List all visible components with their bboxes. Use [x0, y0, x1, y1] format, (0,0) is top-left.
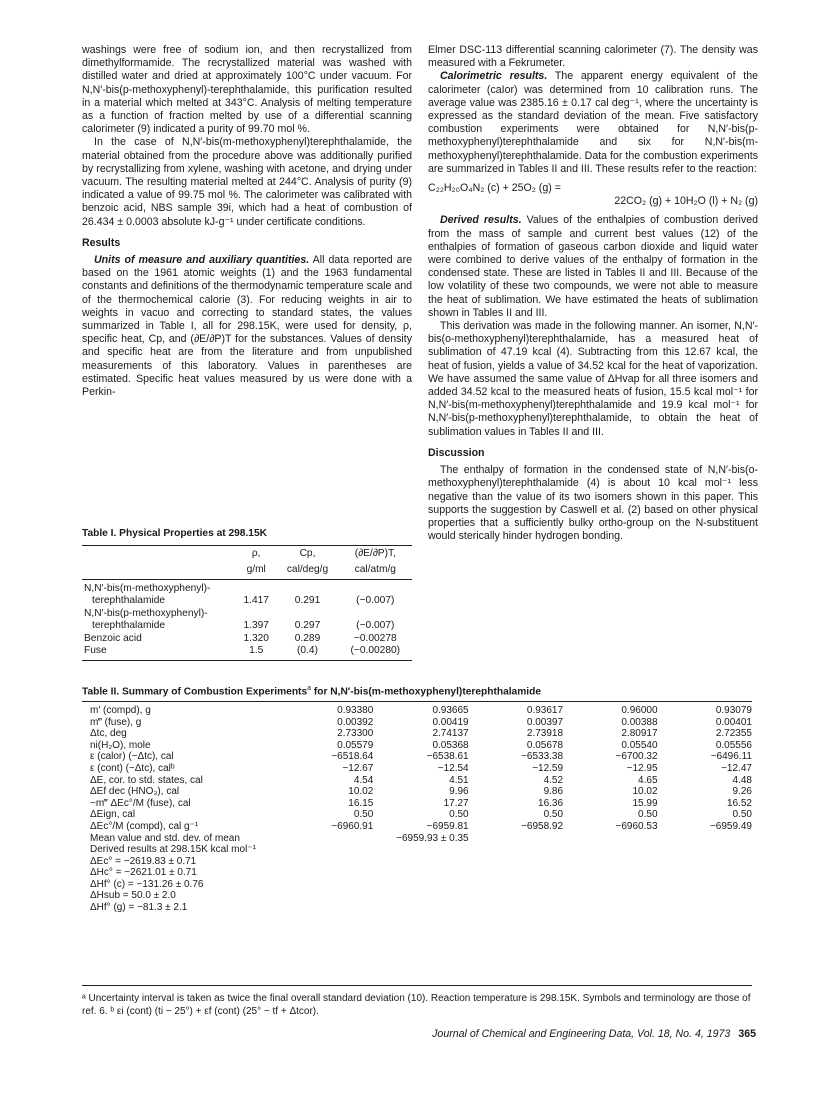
table-2-body [82, 705, 752, 914]
t2-cell: 0.05540 [621, 739, 658, 751]
t2-mean-value: −6959.93 ± 0.35 [396, 832, 469, 844]
t2-cell: 16.15 [348, 797, 374, 809]
t2-cell: −6496.11 [710, 751, 752, 763]
t2-cell: 0.05678 [526, 739, 564, 751]
reaction-equation-left: C₂₂H₂₀O₄N₂ (c) + 25O₂ (g) = [428, 182, 561, 195]
t2-cell: 9.86 [543, 786, 564, 798]
t2-cell: 2.80917 [621, 728, 658, 740]
table-row [82, 717, 752, 729]
t2-cell: 9.96 [449, 786, 469, 798]
t2-cell: 4.65 [638, 774, 658, 786]
t2-cell: 0.93380 [337, 704, 374, 716]
t2-cell: 4.52 [543, 774, 564, 786]
footnote-b: ᵇ εi (cont) (ti − 25°) + εf (cont) (25° − tf + Δtcor). [110, 1006, 319, 1017]
t2-row-label: ε (calor) (−Δtc), cal [90, 751, 174, 763]
t2-cell: 0.50 [449, 809, 469, 821]
table-2-caption [82, 683, 752, 702]
table-row [82, 645, 412, 660]
t1-row-3-rho: 1.320 [243, 632, 269, 644]
table-2 [82, 683, 752, 914]
t1-row-3-name: Benzoic acid [84, 632, 142, 644]
t2-cell: 2.74137 [432, 728, 469, 740]
table-row [82, 728, 752, 740]
table-1 [82, 528, 412, 661]
t2-cell: 16.52 [726, 797, 752, 809]
t1-row-2-rho: 1.397 [243, 620, 269, 631]
t1-row-3-cp: 0.289 [294, 632, 321, 644]
footnote-a: ᵃ Uncertainty interval is taken as twice the final overall standard deviation (10). Reaction temperature is 298.15K. Symbols and terminology are those of ref. 6. [82, 993, 751, 1017]
right-column [428, 44, 758, 543]
left-paragraph-3 [82, 254, 412, 399]
t2-cell: −6700.32 [615, 751, 658, 763]
table-row [82, 579, 412, 595]
t2-cell: −6960.91 [331, 820, 374, 832]
t1-row-3-dedp: −0.00278 [353, 632, 397, 644]
table-row [82, 751, 752, 763]
table-row [82, 740, 752, 752]
t1-row-4-dedp: (−0.00280) [339, 645, 412, 660]
t2-cell: 0.93665 [432, 704, 469, 716]
t2-cell: −6538.61 [426, 751, 469, 763]
t2-cell: 0.96000 [621, 704, 658, 716]
t2-cell: −6958.92 [521, 820, 564, 832]
t2-mean-label: Mean value and std. dev. of mean [90, 832, 240, 844]
table-footnote [82, 985, 752, 1018]
table-row [82, 833, 752, 845]
journal-citation: Journal of Chemical and Engineering Data, Vol. 18, No. 4, 1973 [432, 1028, 731, 1040]
table-row [82, 620, 412, 633]
t1-row-4-name: Fuse [82, 645, 236, 660]
t2-cell: 4.51 [449, 774, 469, 786]
left-column [82, 44, 412, 399]
t2-cell: −6518.64 [331, 751, 374, 763]
table-row [82, 798, 752, 810]
table-1-caption: Table I. Physical Properties at 298.15K [82, 528, 267, 539]
t2-derived-item: ΔHsub = 50.0 ± 2.0 [90, 890, 176, 902]
t2-cell: −12.54 [437, 762, 469, 774]
table-row [82, 809, 752, 821]
t1-head-dedp-2: cal/atm/g [339, 562, 412, 579]
t1-head-rho-1: ρ, [251, 547, 261, 559]
t2-row-label: −m‴ ΔEc°/M (fuse), cal [90, 797, 191, 809]
table-row [82, 879, 752, 891]
t2-row-label: ΔEign, cal [90, 809, 136, 821]
t2-derived-label: Derived results at 298.15K kcal mol⁻¹ [90, 844, 256, 856]
t2-caption-prefix: Table II. Summary of Combustion Experiments [82, 686, 308, 698]
t2-cell: −6959.81 [426, 820, 469, 832]
t2-cell: 15.99 [632, 797, 658, 809]
t2-empty [469, 833, 563, 845]
table-row [82, 821, 752, 833]
t2-cell: 10.02 [632, 786, 658, 798]
t2-row-label: ε (cont) (−Δtc), calᵇ [90, 762, 175, 774]
t1-head-cp-2: cal/deg/g [276, 562, 338, 579]
t2-cell: −6959.49 [709, 820, 752, 832]
t2-derived-item: ΔEc° = −2619.83 ± 0.71 [90, 855, 197, 867]
table-row [82, 775, 752, 787]
t1-row-1-cp: 0.291 [294, 595, 321, 606]
table-row [82, 902, 752, 914]
table-row [82, 608, 412, 621]
t1-head-cp-1: Cp, [299, 547, 316, 559]
t2-cell: 2.73300 [337, 728, 374, 740]
t2-empty [563, 833, 657, 845]
right-paragraph-1: Elmer DSC-113 differential scanning calorimeter (7). The density was measured with a Fekrumeter. [428, 44, 758, 70]
results-heading: Results [82, 236, 121, 249]
t2-cell: 0.50 [543, 809, 564, 821]
table-row [82, 595, 412, 608]
t2-cell: 0.93617 [526, 704, 564, 716]
left-paragraph-1: washings were free of sodium ion, and then recrystallized from dimethylformamide. The recrystallized material was washed with distilled water and dried at approximately 100°C under vacuum. For N,N′-bis(p-methoxyphenyl)-terephthalamide, this purification resulted in a material which melted at 343°C. Analysis of melting temperature as a function of fraction melted by use of a differential scanning calorimeter (9) indicated a purity of 99.70 mol %. [82, 44, 412, 136]
t2-cell: 9.26 [732, 786, 752, 798]
t2-cell: 4.54 [353, 774, 374, 786]
right-paragraph-3 [428, 214, 758, 320]
t2-cell: 16.36 [538, 797, 564, 809]
runin-units: Units of measure and auxiliary quantities. [94, 254, 310, 267]
t2-cell: −6960.53 [615, 820, 658, 832]
t2-cell: 10.02 [348, 786, 374, 798]
t2-derived-item: ΔHf° (g) = −81.3 ± 2.1 [90, 902, 188, 914]
t2-cell: 0.05368 [432, 739, 469, 751]
t1-row-2-name: N,N′-bis(p-methoxyphenyl)- [84, 607, 208, 619]
page-number: 365 [738, 1028, 756, 1040]
journal-footer [432, 1028, 756, 1040]
table-row [82, 844, 752, 856]
t1-row-1-name: N,N′-bis(m-methoxyphenyl)- [84, 582, 211, 594]
t2-cell: 0.50 [732, 809, 752, 821]
t1-row-1-rho: 1.417 [243, 595, 269, 606]
right-paragraph-4: This derivation was made in the following manner. An isomer, N,N′-bis(o-methoxyphenyl)terephthalamide, has a measured heat of sublimation of 47.19 kcal (4). Subtracting from this 12.67 kcal, the heat of fusion, yields a value of 34.52 kcal for the heat of vaporization. We have assumed the same value of ΔHvap for all three isomers and added 34.52 kcal to the measured heats of fusion, 15.5 kcal mol⁻¹ for N,N′-bis(m-methoxyphenyl)terephthalamide and 19.9 kcal mol⁻¹ for N,N′-bis(p-methoxyphenyl)terephthalamide, to obtain the heat of sublimation values in Tables II and III. [428, 320, 758, 438]
t2-cell: 2.72355 [715, 728, 752, 740]
right-paragraph-5: The enthalpy of formation in the condensed state of N,N′-bis(o-methoxyphenyl)terephthalamide (4) is about 10 kcal mol⁻¹ less negative than the value of its two isomers shown in this paper. This supports the suggestion by Caswell et al. (2) based on other physical properties that a sufficiently bulky ortho-group on the N-substituent would sterically hinder hydrogen bonding. [428, 464, 758, 543]
t1-row-2-cp: 0.297 [294, 620, 321, 631]
t2-derived-item: ΔHc° = −2621.01 ± 0.71 [90, 867, 197, 879]
t2-cell: 0.00392 [337, 716, 374, 728]
t1-row-1-name-2: terephthalamide [92, 595, 166, 606]
table-row [82, 633, 412, 646]
table-row [82, 705, 752, 717]
t2-cell: 0.00397 [526, 716, 564, 728]
reaction-equation-right: 22CO₂ (g) + 10H₂O (l) + N₂ (g) [614, 195, 758, 208]
t2-empty [279, 833, 373, 845]
t2-row-label: m‴ (fuse), g [90, 716, 142, 728]
t2-row-label: Δtc, deg [90, 728, 127, 740]
left-paragraph-3-text: All data reported are based on the 1961 atomic weights (1) and the 1963 fundamental constants and definitions of the thermodynamic temperature scale and of the thermochemical calorie (3). For reducing weights in air to weights in vacuo and correcting to standard states, the values summarized in Table I, all for 298.15K, were used for density, ρ, specific heat, Cp, and (∂E/∂P)T for the substances. Values of density and specific heat are from the literature and from unpublished measurements of this laboratory. Values in parentheses are estimated. Specific heat values measured by us were done with a Perkin- [82, 254, 412, 399]
t1-head-dedp-1: (∂E/∂P)T, [354, 547, 396, 559]
runin-calorimetric: Calorimetric results. [440, 70, 548, 83]
t2-caption-suffix: for N,N′-bis(m-methoxyphenyl)terephthalamide [311, 686, 542, 698]
t2-caption-sup: a [307, 685, 312, 692]
t2-row-label: ni(H₂O), mole [90, 739, 151, 751]
left-paragraph-2: In the case of N,N′-bis(m-methoxyphenyl)terephthalamide, the material obtained from the procedure above was additionally purified by recrystallizing from xylene, washing with acetone, and drying under vacuum. The resulting material melted at 244°C. Analysis of purity (9) indicated a value of 99.75 mol %. The calorimeter was calibrated with benzoic acid, NBS sample 39i, which had a heat of combustion of 26.434 ± 0.0003 absolute kJ-g⁻¹ under certificate conditions. [82, 136, 412, 228]
t1-head-rho-2: g/ml [236, 562, 276, 579]
table-row [82, 763, 752, 775]
t1-row-4-cp: (0.4) [276, 645, 338, 660]
t1-row-1-dedp: (−0.007) [356, 595, 395, 606]
t2-cell: −6533.38 [521, 751, 564, 763]
t2-cell: 2.73918 [526, 728, 564, 740]
discussion-heading: Discussion [428, 446, 485, 459]
t2-cell: 0.00388 [621, 716, 658, 728]
right-paragraph-3-text: Values of the enthalpies of combustion derived from the mass of sample and current best values (12) of the enthalpies of formation of gaseous carbon dioxide and liquid water were combined to derive values of the enthalpy of formation in the condensed state. These are listed in Tables II and III. Because of the low volatility of these two compounds, we were not able to measure the heat of sublimation. We have estimated the heats of sublimation shown in Tables II and III. [428, 214, 758, 319]
t2-cell: 0.05556 [715, 739, 752, 751]
right-paragraph-2-text: The apparent energy equivalent of the calorimeter (caIor) was determined from 10 calibration runs. The average value was 2385.16 ± 0.17 cal deg⁻¹, where the uncertainty is expressed as the standard deviation of the mean. Five satisfactory combustion experiments were obtained for N,N′-bis(p-methoxyphenyl)terephthalamide and six for N,N′-bis(m-methoxyphenyl)terephthalamide. Data for the combustion experiments are summarized in Tables II and III. These results refer to the reaction: [428, 70, 759, 175]
runin-derived: Derived results. [440, 214, 522, 227]
t2-cell: 0.50 [353, 809, 374, 821]
t2-empty [658, 833, 752, 845]
t2-row-label: ΔE, cor. to std. states, cal [90, 774, 203, 786]
t2-cell: −12.95 [626, 762, 658, 774]
right-paragraph-2 [428, 70, 758, 176]
t2-cell: 17.27 [443, 797, 469, 809]
t2-row-label: ΔEc°/M (compd), cal g⁻¹ [90, 820, 199, 832]
t2-cell: 0.50 [638, 809, 658, 821]
t2-derived-item: ΔHf° (c) = −131.26 ± 0.76 [90, 878, 204, 890]
t2-cell: −12.67 [342, 762, 374, 774]
table-row [82, 867, 752, 879]
table-row [82, 890, 752, 902]
t2-cell: 0.05579 [337, 739, 374, 751]
t1-row-2-name-2: terephthalamide [92, 620, 166, 631]
t1-row-2-dedp: (−0.007) [356, 620, 395, 631]
t2-row-label: m′ (compd), g [90, 704, 151, 716]
table-row [82, 856, 752, 868]
table-row [82, 786, 752, 798]
t2-cell: 0.00401 [715, 716, 752, 728]
t2-cell: 4.48 [732, 774, 752, 786]
t2-cell: −12.59 [532, 762, 564, 774]
t2-cell: −12.47 [721, 762, 752, 774]
t2-cell: 0.00419 [432, 716, 469, 728]
t2-cell: 0.93079 [715, 704, 752, 716]
t1-row-4-rho: 1.5 [236, 645, 276, 660]
t2-row-label: ΔEf dec (HNO₃), cal [90, 786, 180, 798]
